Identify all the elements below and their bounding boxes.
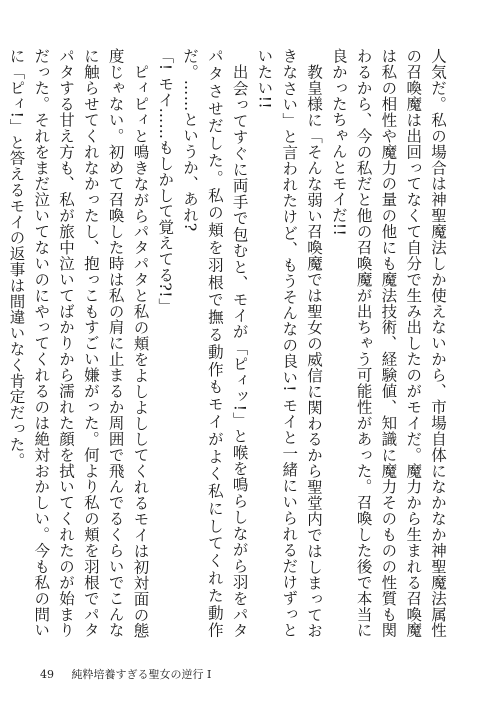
page-footer bbox=[40, 666, 211, 682]
paragraph-2: 教皇様に「そんな弱い召喚魔では聖女の威信に関わるから聖堂内ではしまっておきなさい」と言われたけど、もうそんなの良い! モイと一緒にいられるだけずっといたい!! bbox=[255, 48, 324, 638]
paragraph-6 bbox=[0, 48, 4, 638]
paragraph-1: 人気だ。私の場合は神聖魔法しか使えないから、市場自体になかなか神聖魔法属性の召喚魔は出回ってなくて自分で生み出したのがモイだ。魔力から生まれる召喚魔は私の相性や魔力の量の他にも魔法技術、経験値、知識に魔力そのものの性質も関わるから、今の私だと他の召喚魔が出ちゃう可能性があった。召喚した後で本当に良かったちゃんとモイだ!! bbox=[329, 48, 447, 638]
paragraph-4: 「! モイ……もしかして覚えてる?!」 bbox=[156, 48, 175, 314]
page-number: 49 bbox=[40, 668, 54, 681]
paragraph-3: 出会ってすぐに両手で包むと、モイが「ピィッ!」と喉を鳴らしながら羽をパタパタさせだした。私の頬を羽根で撫る動作もモイがよく私にしてくれた動作だ。……というか、あれ? bbox=[181, 48, 249, 638]
paragraph-5: ピィピィと鳴きながらパタパタと私の頬をよしよししてくれるモイは初対面の態度じゃない。初めて召喚した時は私の肩に止まるか周囲で飛んでるくらいでこんなに触らせてくれなかったし、抱っこもすごい嫌がった。何より私の頬を羽根でパタパタする甘え方も、私が旅中泣いてばかりから濡れた顔を拭いてくれたのが始まりだった。それをまだ泣いてないのにやってくれるのは絶対おかしい。今も私の問いに「ピィ!」と答えるモイの返事は間違いなく肯定だった。 bbox=[7, 48, 150, 638]
vertical-text-block bbox=[7, 48, 450, 638]
book-title: 純粋培養すぎる聖女の逆行 I bbox=[71, 668, 212, 681]
